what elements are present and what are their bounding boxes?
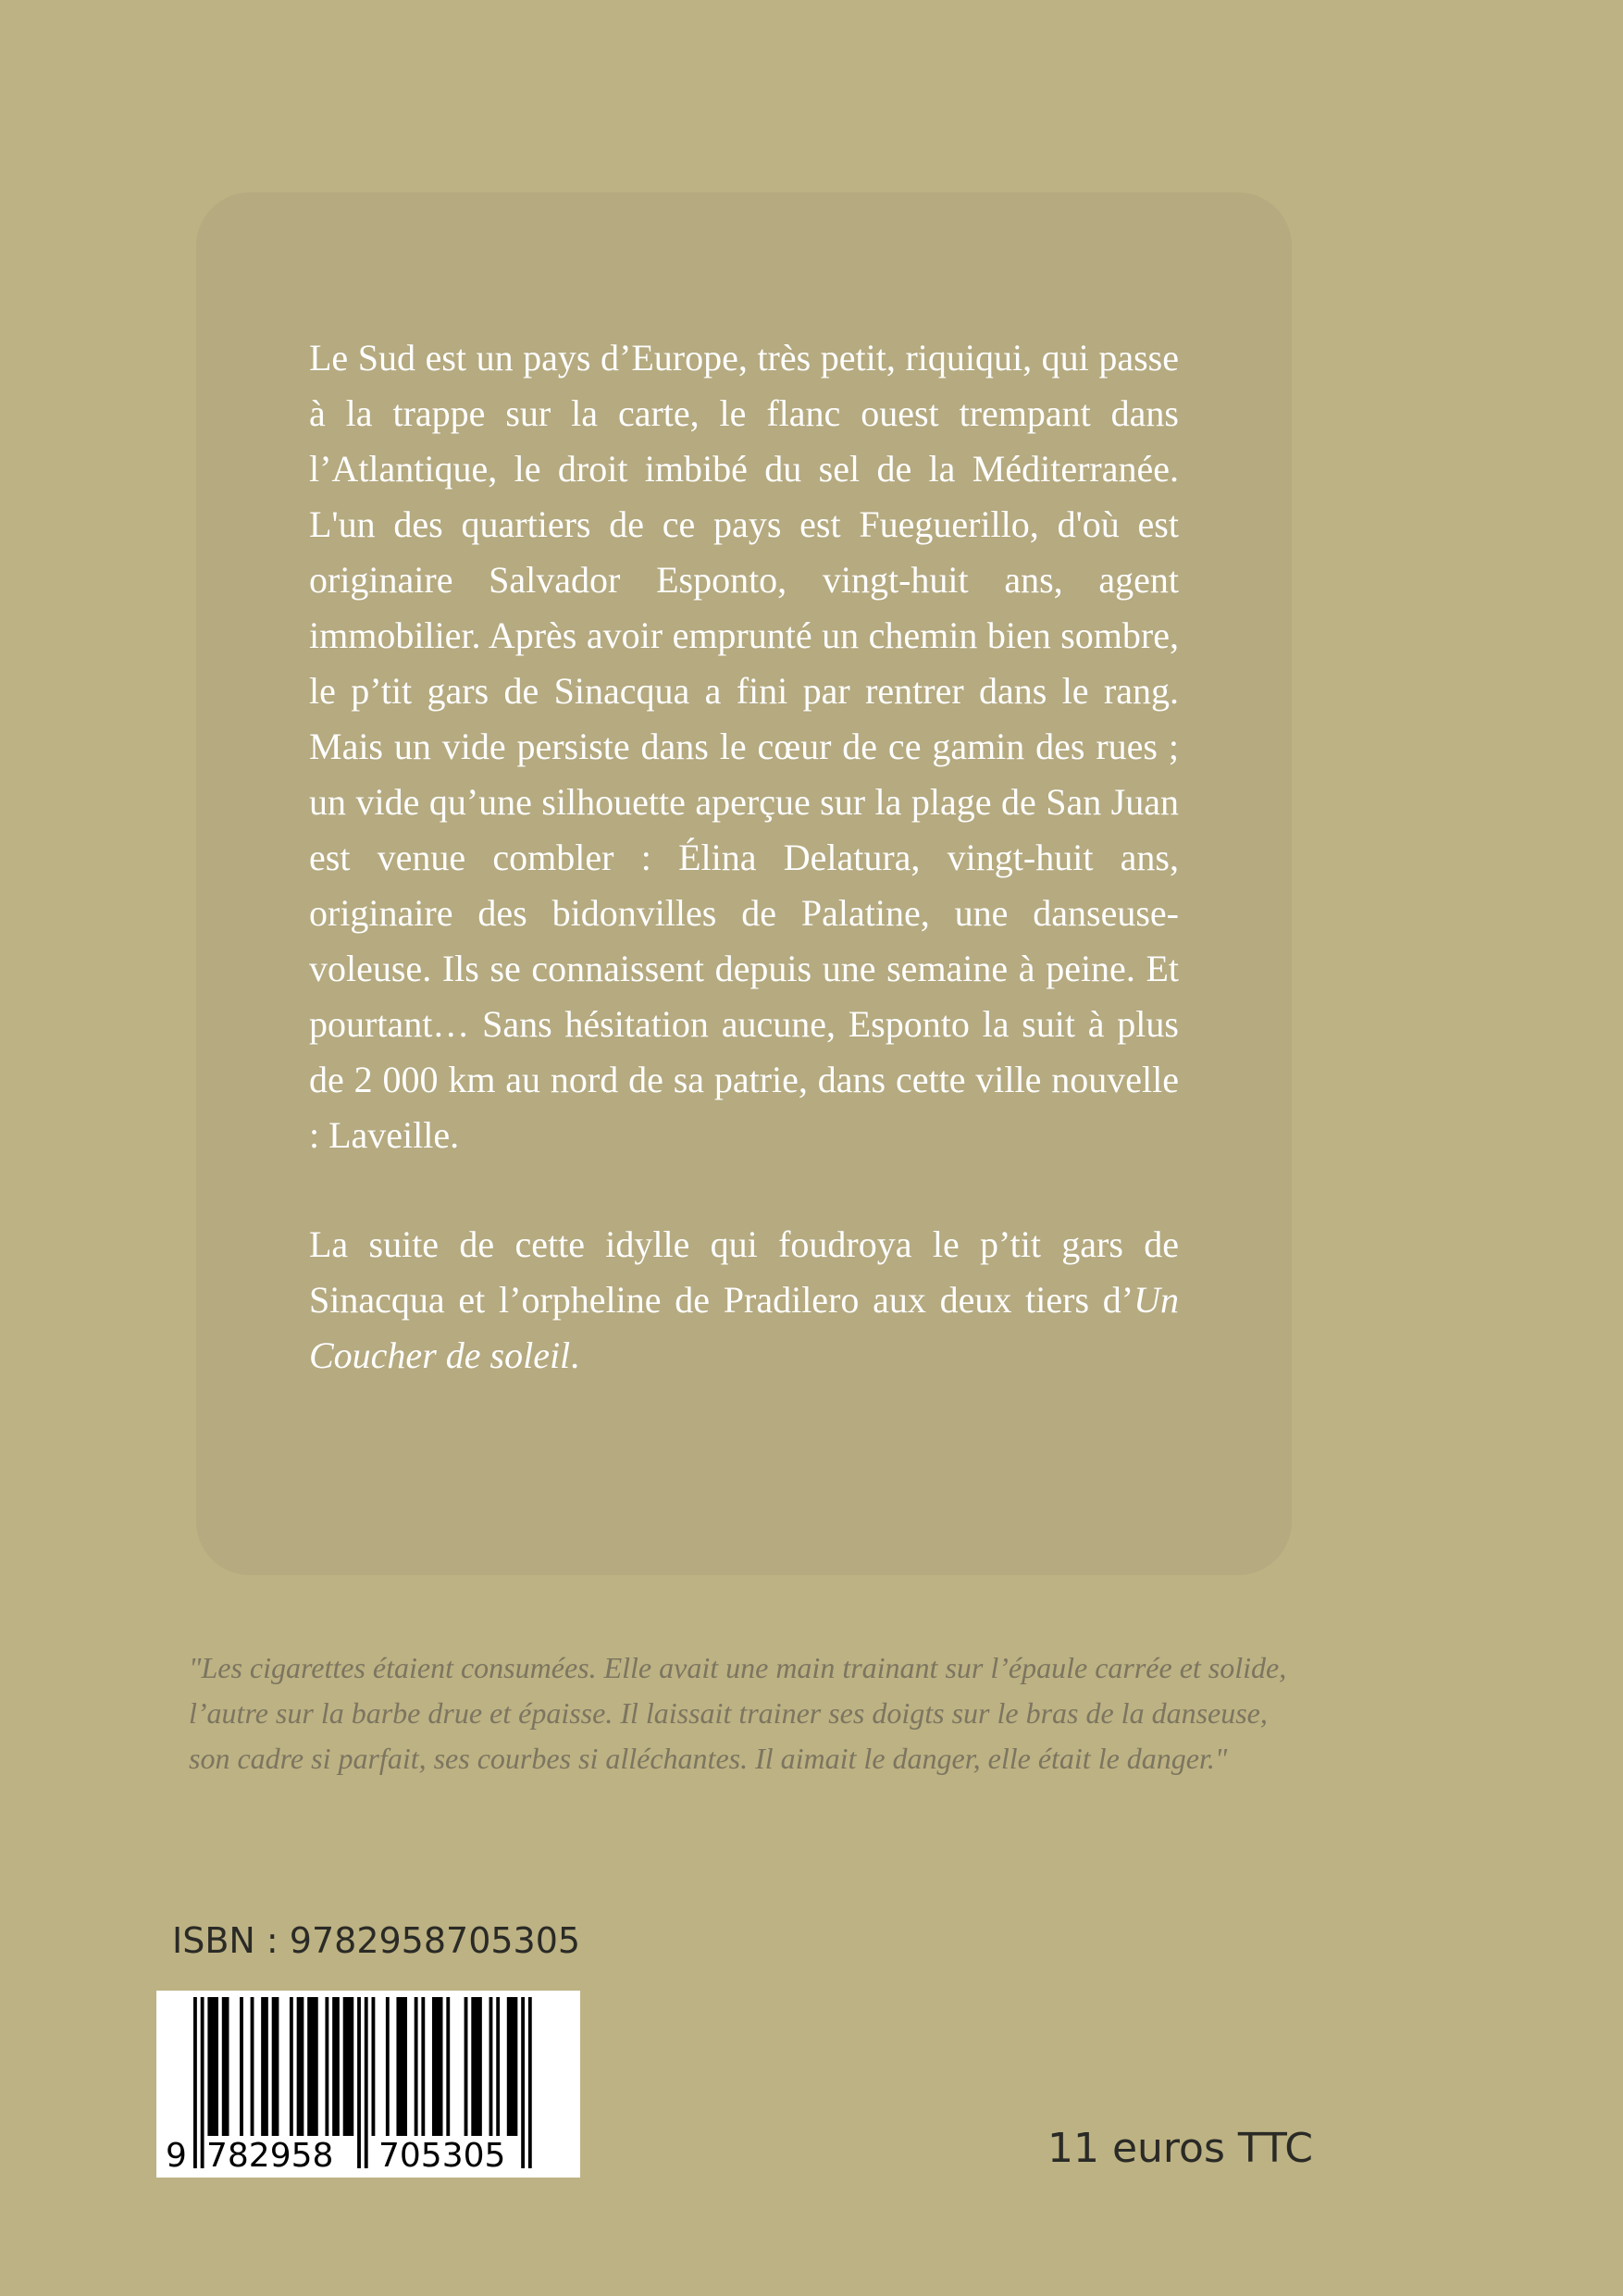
synopsis-paragraph-1: Le Sud est un pays d’Europe, très petit, riquiqui, qui passe à la trappe sur la carte, le flanc ouest trempant dans l’Atlantique, le droit imbibé du sel de la Méditerranée. L'un des quartiers de ce pays est Fueguerillo, d'où est originaire Salvador Esponto, vingt-huit ans, agent immobilier. Après avoir emprunté un chemin bien sombre, le p’tit gars de Sinacqua a fini par rentrer dans le rang. Mais un vide persiste dans le cœur de ce gamin des rues ; un vide qu’une silhouette aperçue sur la plage de San Juan est venue combler : Élina Delatura, vingt-huit ans, originaire des bidonvilles de Palatine, une danseuse-voleuse. Ils se connaissent depuis une semaine à peine. Et pourtant… Sans hésitation aucune, Esponto la suit à plus de 2 000 km au nord de sa patrie, dans cette ville nouvelle : Laveille. <box>309 337 1179 1156</box>
barcode-bar-16 <box>372 1997 376 2136</box>
barcode-bar-3 <box>222 1997 229 2136</box>
synopsis-paragraph-2-start: La suite de cette idylle qui foudroya le p’tit gars de Sinacqua et l’orpheline de Pradilero aux deux tiers d’ <box>309 1223 1179 1321</box>
barcode-bar-23 <box>465 1997 468 2136</box>
barcode-bar-17 <box>386 1997 390 2136</box>
barcode-bar-19 <box>415 1997 418 2136</box>
barcode-bar-12 <box>332 1997 340 2136</box>
excerpt-quote: "Les cigarettes étaient consumées. Elle avait une main trainant sur l’épaule carrée et solide, l’autre sur la barbe drue et épaisse. Il laissait trainer ses doigts sur le bras de la danseuse, son cadre si parfait, ses courbes si alléchantes. Il aimait le danger, elle était le danger." <box>189 1651 1287 1775</box>
synopsis-paragraph-2 <box>309 1217 1179 1384</box>
barcode-digit-first: 9 <box>166 2137 187 2175</box>
barcode-bar-5 <box>251 1997 254 2136</box>
synopsis-text <box>309 330 1179 1384</box>
synopsis-paragraph-2-end: . <box>570 1334 580 1376</box>
isbn-barcode <box>156 1991 580 2178</box>
barcode-bar-22 <box>446 1997 450 2136</box>
barcode-digits-left: 782958 <box>206 2137 334 2175</box>
price-label: 11 euros TTC <box>1047 2125 1314 2172</box>
barcode-bar-25 <box>489 1997 493 2136</box>
barcode-bar-11 <box>325 1997 328 2136</box>
barcode-bar-13 <box>343 1997 354 2136</box>
barcode-bar-2 <box>207 1997 218 2136</box>
barcode-bar-18 <box>396 1997 407 2136</box>
barcode-bar-27 <box>507 1997 518 2136</box>
barcode-bar-8 <box>290 1997 293 2136</box>
barcode-digits-right: 705305 <box>378 2137 506 2175</box>
barcode-bar-10 <box>307 1997 318 2136</box>
barcode-bar-26 <box>496 1997 500 2136</box>
book-title: Un Coucher de soleil <box>309 1279 1179 1376</box>
barcode-bar-7 <box>272 1997 279 2136</box>
barcode-digits <box>156 2135 580 2178</box>
barcode-bar-20 <box>421 1997 425 2136</box>
barcode-bar-9 <box>297 1997 304 2136</box>
barcode-bar-4 <box>240 1997 243 2136</box>
barcode-bar-6 <box>261 1997 268 2136</box>
barcode-bar-24 <box>471 1997 482 2136</box>
barcode-bar-21 <box>432 1997 443 2136</box>
isbn-label: ISBN : 9782958705305 <box>172 1920 581 1961</box>
